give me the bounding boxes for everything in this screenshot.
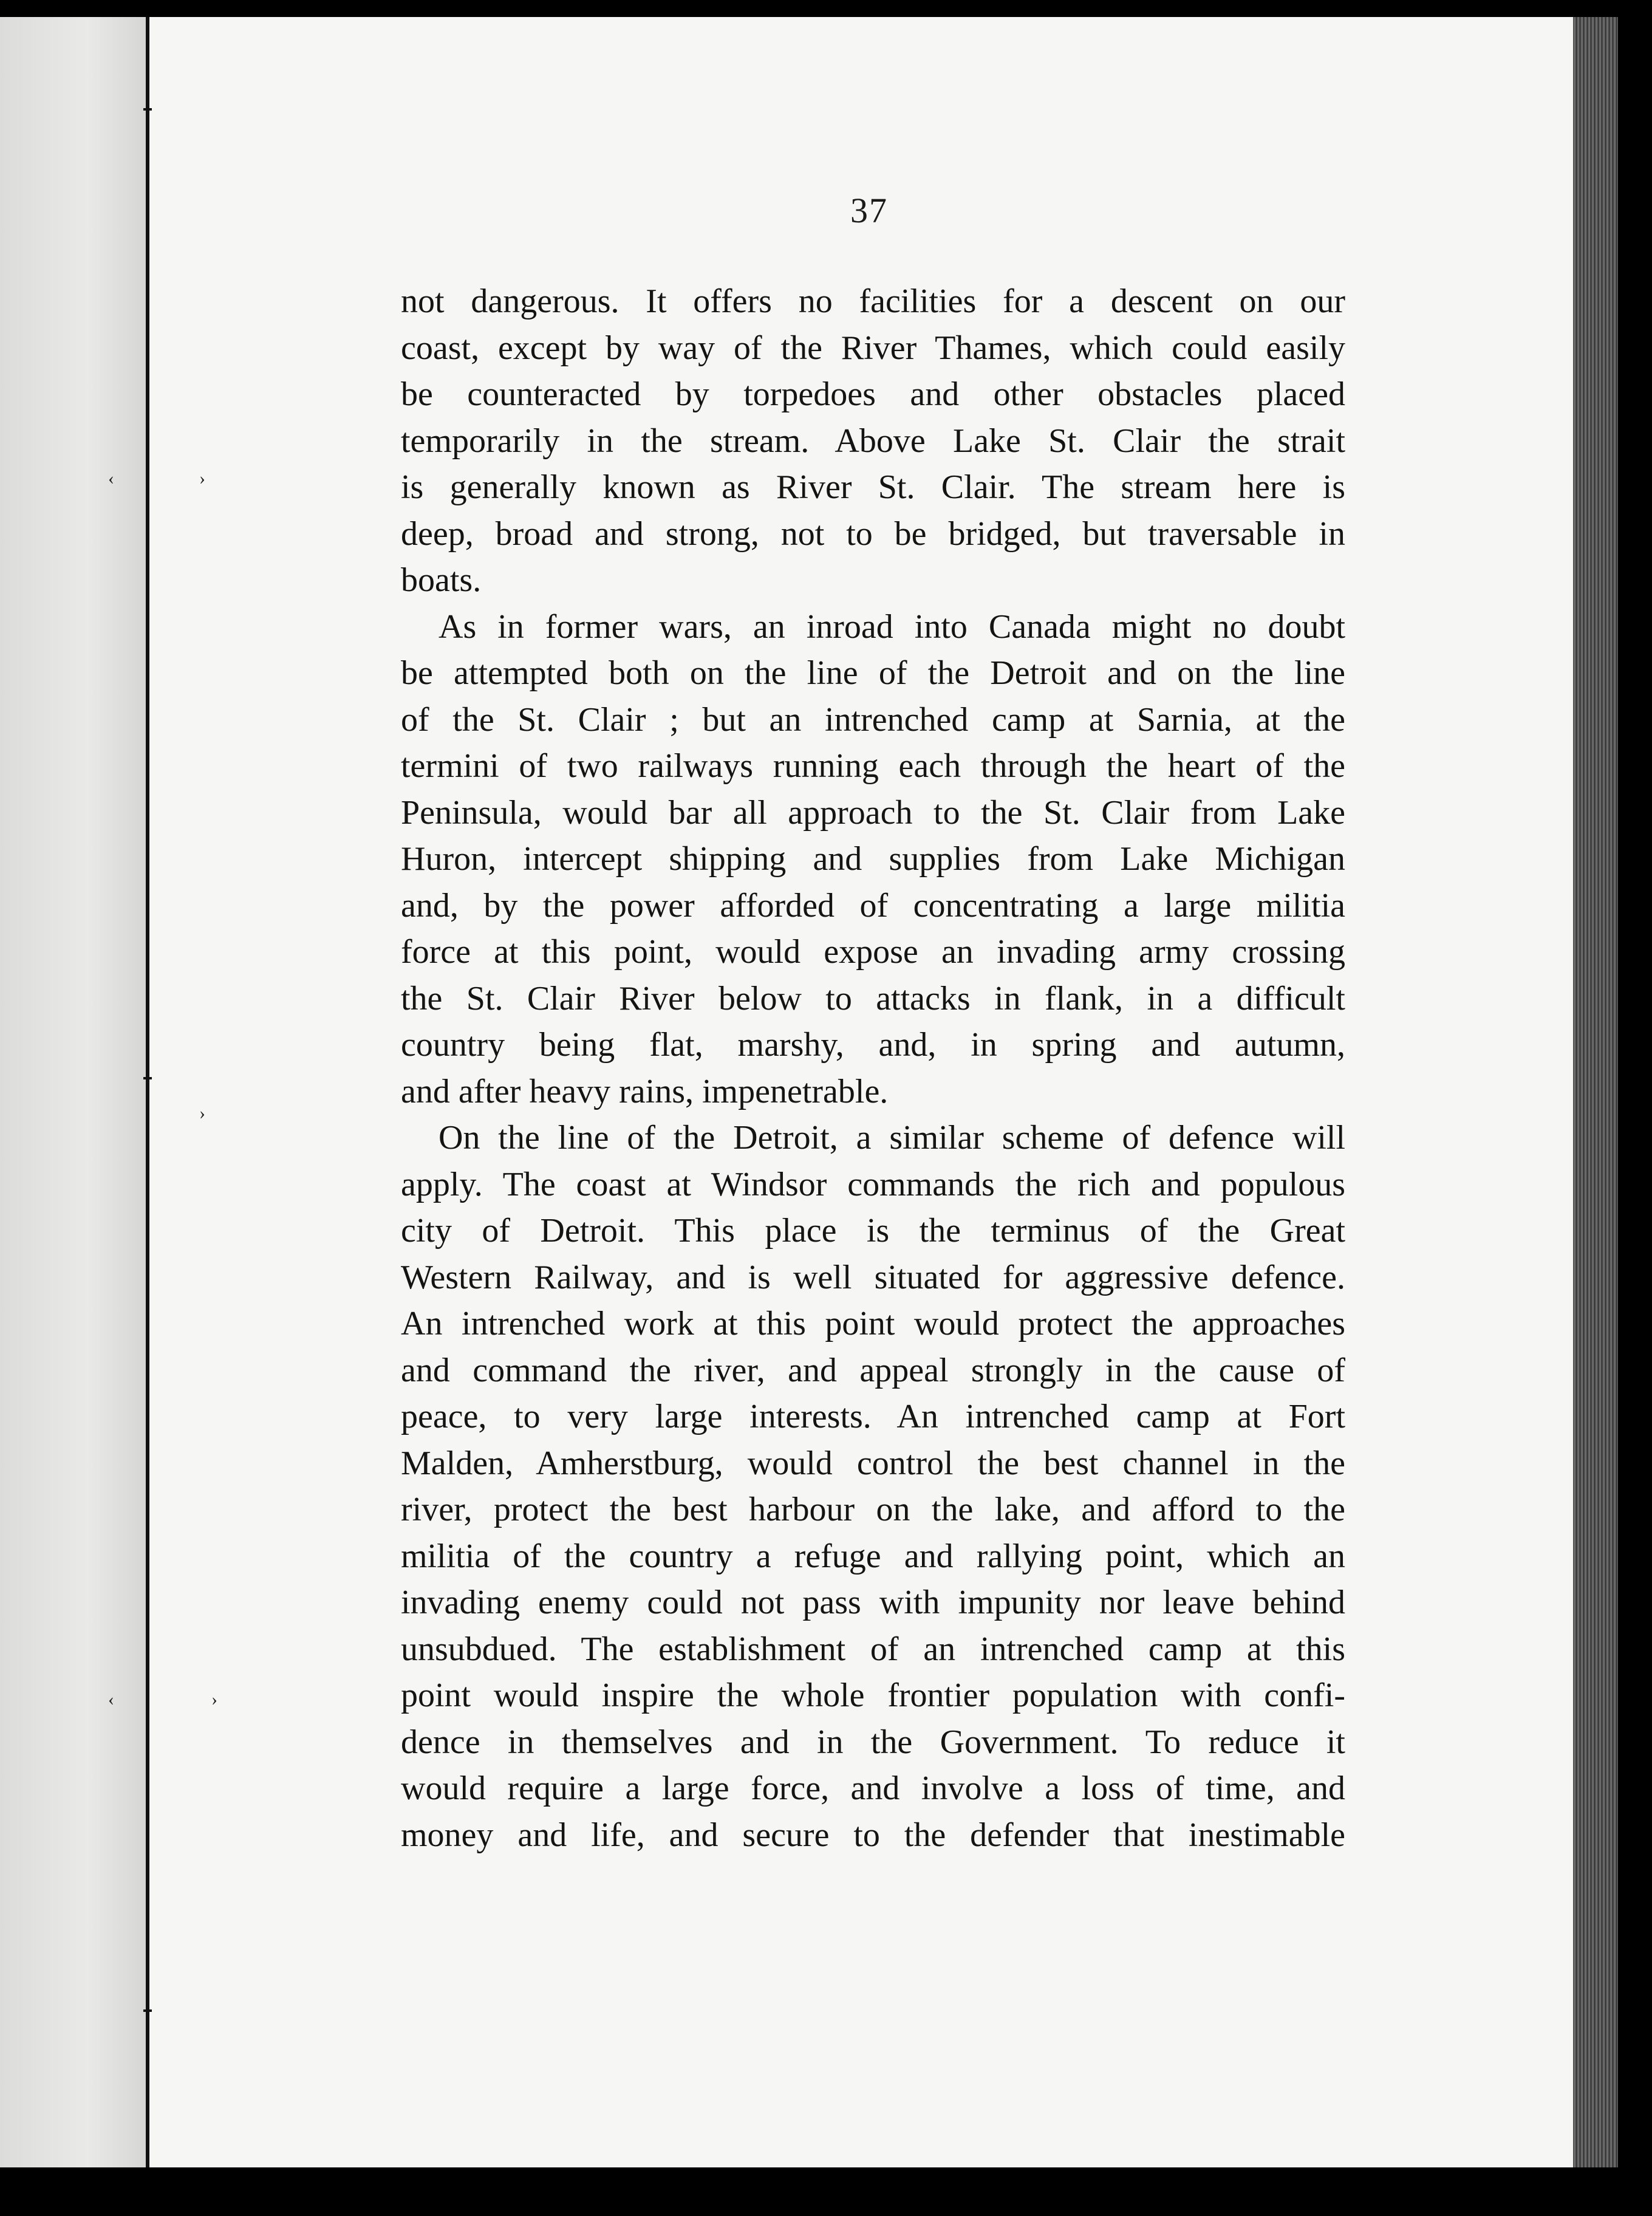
binding-gutter — [0, 17, 149, 2167]
text-line: Malden, Amherstburg, would control the best channel in the — [401, 1444, 1345, 1482]
text-line: money and life, and secure to the defender that inestimable — [401, 1816, 1345, 1854]
text-line: temporarily in the stream. Above Lake St. Clair the strait — [401, 422, 1345, 460]
margin-arrow-right-icon: › — [199, 468, 205, 488]
text-line: is generally known as River St. Clair. The stream here is — [401, 468, 1345, 506]
gutter-mark — [143, 108, 152, 111]
text-line: of the St. Clair ; but an intrenched camp at Sarnia, at the — [401, 700, 1345, 739]
text-line: militia of the country a refuge and rallying point, which an — [401, 1537, 1345, 1575]
text-line: city of Detroit. This place is the terminus of the Great — [401, 1212, 1345, 1250]
paragraph — [401, 1115, 1345, 1858]
text-line: be attempted both on the line of the Detroit and on the line — [401, 654, 1345, 692]
body-text — [401, 278, 1345, 1858]
text-line: would require a large force, and involve a loss of time, and — [401, 1770, 1345, 1807]
paragraph — [401, 604, 1345, 1115]
text-line: country being flat, marshy, and, in spring and autumn, — [401, 1026, 1345, 1064]
text-line: not dangerous. It offers no facilities for a descent on our — [401, 282, 1345, 320]
text-line: the St. Clair River below to attacks in flank, in a difficult — [401, 979, 1345, 1017]
text-line: apply. The coast at Windsor commands the rich and populous — [401, 1165, 1345, 1203]
text-line: Huron, intercept shipping and supplies from Lake Michigan — [401, 840, 1345, 878]
text-line: dence in themselves and in the Government. To reduce it — [401, 1723, 1345, 1761]
text-line: be counteracted by torpedoes and other obstacles placed — [401, 375, 1345, 413]
text-line: An intrenched work at this point would protect the approaches — [401, 1305, 1345, 1342]
text-line: termini of two railways running each through the heart of the — [401, 747, 1345, 785]
margin-arrow-left-icon: ‹ — [108, 468, 114, 488]
scanned-page — [0, 17, 1618, 2167]
text-line: and, by the power afforded of concentrating a large militia — [401, 886, 1345, 925]
margin-arrow-right-icon: › — [199, 1103, 205, 1123]
gutter-mark — [143, 2009, 152, 2012]
text-line: invading enemy could not pass with impunity nor leave behind — [401, 1584, 1345, 1621]
text-line: On the line of the Detroit, a similar scheme of defence will — [439, 1119, 1345, 1157]
text-line: unsubdued. The establishment of an intrenched camp at this — [401, 1630, 1345, 1668]
text-line: and command the river, and appeal strongly in the cause of — [401, 1351, 1345, 1389]
gutter-mark — [143, 1077, 152, 1079]
page-number: 37 — [850, 191, 888, 230]
text-line: river, protect the best harbour on the lake, and afford to the — [401, 1491, 1345, 1528]
text-line: Western Railway, and is well situated for aggressive defence. — [401, 1258, 1345, 1296]
text-line: peace, to very large interests. An intrenched camp at Fort — [401, 1398, 1345, 1435]
text-line: boats. — [401, 561, 482, 599]
paragraph — [401, 278, 1345, 604]
page-stack-edge — [1573, 17, 1618, 2167]
margin-arrow-right-icon: › — [211, 1689, 217, 1709]
text-line: force at this point, would expose an invading army crossing — [401, 933, 1345, 971]
text-line: coast, except by way of the River Thames, which could easily — [401, 329, 1345, 367]
text-line: Peninsula, would bar all approach to the St. Clair from Lake — [401, 793, 1345, 832]
text-line: As in former wars, an inroad into Canada might no doubt — [439, 607, 1345, 646]
text-line: deep, broad and strong, not to be bridged, but traversable in — [401, 515, 1345, 553]
text-line: point would inspire the whole frontier population with confi- — [401, 1677, 1345, 1714]
text-line: and after heavy rains, impenetrable. — [401, 1072, 889, 1110]
margin-arrow-left-icon: ‹ — [108, 1689, 114, 1709]
